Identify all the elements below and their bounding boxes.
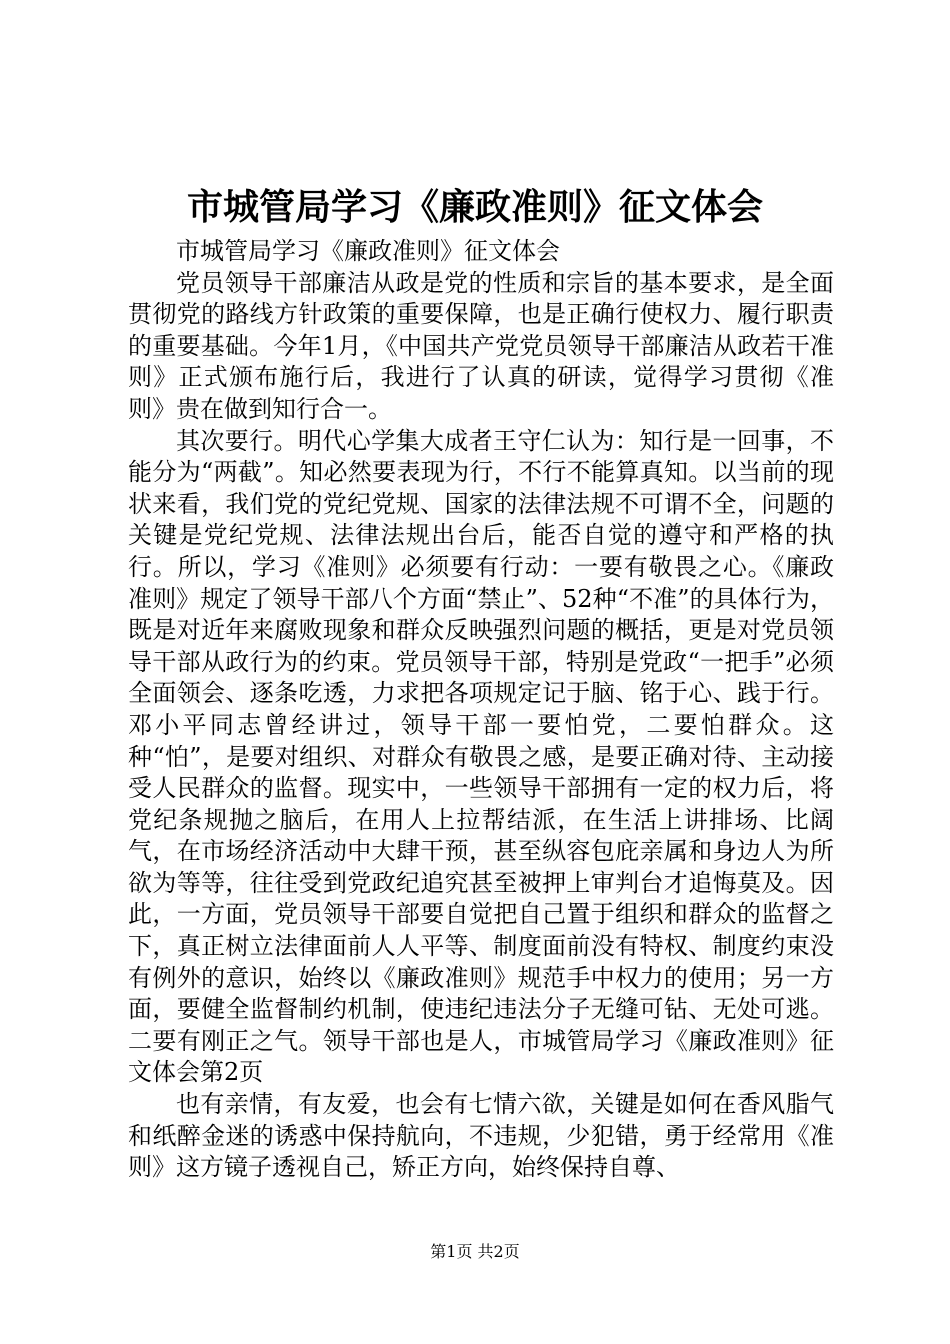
paragraph-action: 其次要行。明代心学集大成者王守仁认为：知行是一回事，不能分为“两截”。知必然要表现为行，不行不能算真知。以当前的现状来看，我们党的党纪党规、国家的法律法规不可谓不全，问题的关键是党纪党规、法律法规出台后，能否自觉的遵守和严格的执行。所以，学习《准则》必须要有行动：一要有敬畏之心。《廉政准则》规定了领导干部八个方面“禁止”、52种“不准”的具体行为，既是对近年来腐败现象和群众反映强烈问题的概括，更是对党员领导干部从政行为的约束。党员领导干部，特别是党政“一把手”必须全面领会、逐条吃透，力求把各项规定记于脑、铭于心、践于行。邓小平同志曾经讲过，领导干部一要怕党，二要怕群众。这种“怕”，是要对组织、对群众有敬畏之感，是要正确对待、主动接受人民群众的监督。现实中，一些领导干部拥有一定的权力后，将党纪条规抛之脑后，在用人上拉帮结派，在生活上讲排场、比阔气，在市场经济活动中大肆干预，甚至纵容包庇亲属和身边人为所欲为等等，往往受到党政纪追究甚至被押上审判台才追悔莫及。因此，一方面，党员领导干部要自觉把自己置于组织和群众的监督之下，真正树立法律面前人人平等、制度面前没有特权、制度约束没有例外的意识，始终以《廉政准则》规范手中权力的使用；另一方面，要健全监督制约机制，使违纪违法分子无缝可钻、无处可逃。二要有刚正之气。领导干部也是人，市城管局学习《廉政准则》征文体会第2页 (128, 426, 834, 1087)
document-body (128, 236, 834, 1184)
paragraph-intro: 党员领导干部廉洁从政是党的性质和宗旨的基本要求，是全面贯彻党的路线方针政策的重要保障，也是正确行使权力、履行职责的重要基础。今年1月，《中国共产党党员领导干部廉洁从政若干准则》正式颁布施行后，我进行了认真的研读，觉得学习贯彻《准则》贵在做到知行合一。 (128, 268, 834, 423)
document-title: 市城管局学习《廉政准则》征文体会 (186, 187, 763, 228)
paragraph-subtitle: 市城管局学习《廉政准则》征文体会 (176, 237, 560, 265)
page-footer: 第1页 共2页 (430, 1242, 520, 1261)
paragraph-continuation: 也有亲情，有友爱，也会有七情六欲，关键是如何在香风脂气和纸醉金迷的诱惑中保持航向，不违规，少犯错，勇于经常用《准则》这方镜子透视自己，矫正方向，始终保持自尊、 (128, 1090, 834, 1182)
